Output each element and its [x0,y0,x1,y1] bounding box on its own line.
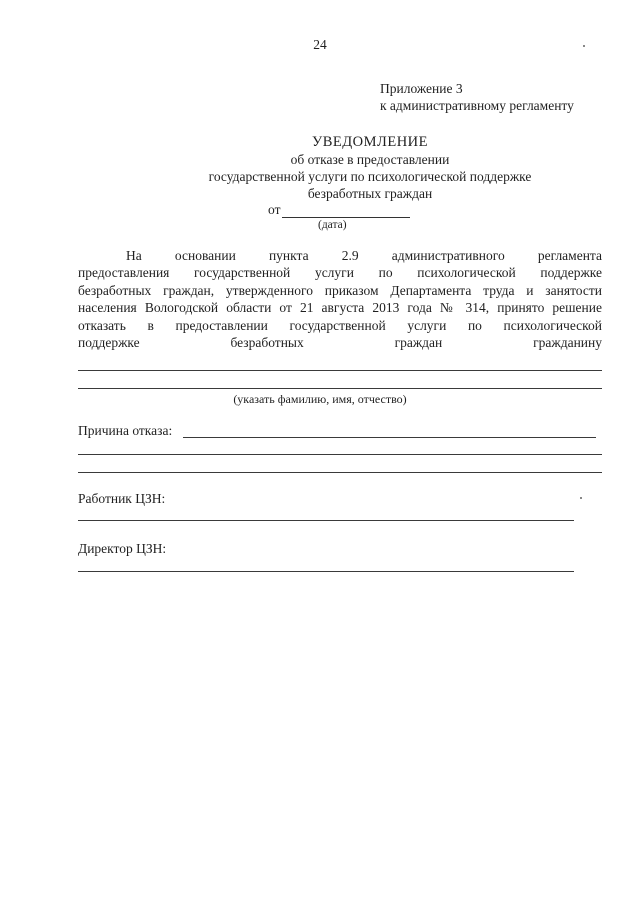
scan-speck [583,45,585,47]
czn-director-signature-line [78,571,574,572]
page-number: 24 [313,37,327,52]
appendix-reference [380,80,574,114]
refusal-reason-label: Причина отказа: [78,423,173,438]
paragraph-line-3: безработных граждан, утвержденного приказом Департамента труда и занятости [78,282,602,298]
refusal-reason-line-3 [78,472,602,473]
fio-blank-line-2 [78,388,602,389]
appendix-line-2: к административному регламенту [380,98,574,113]
date-blank-line [282,204,410,218]
document-title [110,134,630,202]
date-caption: (дата) [318,219,347,231]
appendix-line-1: Приложение 3 [380,81,463,96]
refusal-reason-line-1 [183,437,596,438]
czn-worker-signature-line [78,520,574,521]
fio-caption: (указать фамилию, имя, отчество) [233,392,407,406]
paragraph-line-4: населения Вологодской области от 21 августа 2013 года № 314, принято решение [78,300,602,316]
paragraph-line-5: отказать в предоставлении государственной услуги по психологической [78,317,602,333]
czn-director-label: Директор ЦЗН: [78,541,167,556]
date-field [268,202,410,218]
czn-worker-label: Работник ЦЗН: [78,491,166,506]
decision-paragraph [78,247,602,351]
refusal-reason-line-2 [78,454,602,455]
paragraph-line-2: предоставления государственной услуги по психологической поддержке [78,265,602,281]
date-prefix: от [268,202,281,217]
paragraph-line-1: На основании пункта 2.9 административного регламента [126,248,602,263]
title-line-2: государственной услуги по психологической поддержке [208,169,532,184]
title-line-1: об отказе в предоставлении [290,152,450,167]
fio-blank-line-1 [78,370,602,371]
scan-speck [580,497,582,499]
paragraph-line-6: поддержке безработных граждан гражданину [78,335,602,351]
title-main: УВЕДОМЛЕНИЕ [311,134,429,150]
title-line-3: безработных граждан [307,186,433,201]
